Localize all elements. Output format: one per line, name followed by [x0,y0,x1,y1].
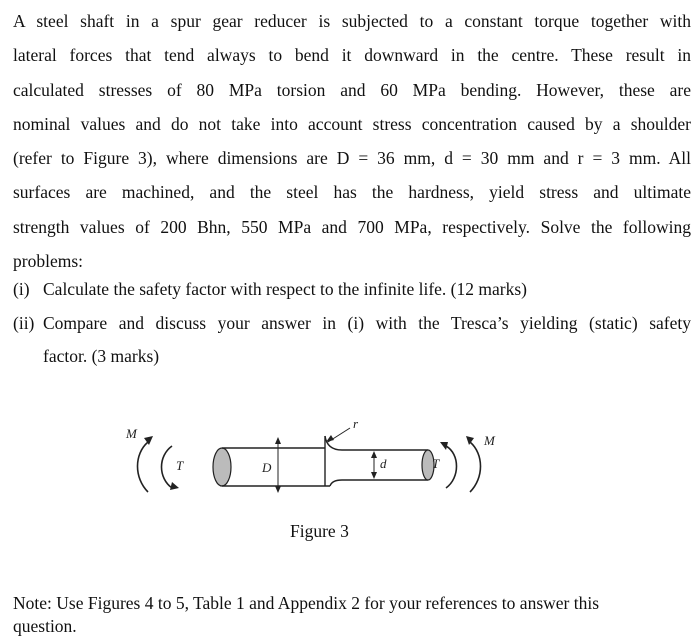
problem-line-3: calculated stresses of 80 MPa torsion and 60 MPa bending. However, these are [13,79,691,100]
note-line-1: Note: Use Figures 4 to 5, Table 1 and Appendix 2 for your references to answer this [13,593,600,613]
shaft-left-face [213,448,231,486]
figure-caption: Figure 3 [290,521,349,541]
dimension-arrow-d-small-top [371,451,377,458]
torque-arrow-left [162,446,173,488]
large-diameter-label: D [262,460,272,475]
dimension-arrow-d-large-top [275,437,281,444]
problem-line-4: nominal values and do not take into account stress concentration caused by a shoulder [13,113,691,134]
question-marker-1: (i) [13,279,30,299]
question-marker-2: (ii) [13,313,35,333]
problem-line-7: strength values of 200 Bhn, 550 MPa and 700 MPa, respectively. Solve the following [13,216,691,237]
moment-label-left: M [126,426,137,441]
question-item-2 [13,313,691,334]
question-text-2: Compare and discuss your answer in (i) with the Tresca’s yielding (static) safety [43,313,691,333]
fillet-lower [330,480,342,486]
torque-arrow-right [446,446,457,488]
fillet-leader-arrow [326,435,334,442]
problem-line-8: problems: [13,251,83,272]
torque-arrowhead-right [440,442,448,450]
shaft-figure [120,420,520,510]
problem-line-6: surfaces are machined, and the steel has the hardness, yield stress and ultimate [13,182,691,203]
small-diameter-label: d [380,456,387,471]
problem-line-2: lateral forces that tend always to bend it downward in the centre. These result in [13,45,691,66]
torque-label-left: T [176,458,184,473]
fillet-radius-label: r [353,420,359,431]
dimension-arrow-d-large-bottom [275,486,281,493]
moment-arrow-left [138,442,149,492]
moment-label-right: M [484,433,495,448]
torque-arrowhead-left [170,482,179,490]
question-text-2-continuation: factor. (3 marks) [43,346,160,366]
torque-label-right: T [432,456,440,471]
problem-line-5: (refer to Figure 3), where dimensions are D = 36 mm, d = 30 mm and r = 3 mm. All [13,148,691,169]
question-text-1: Calculate the safety factor with respect to the infinite life. (12 marks) [43,279,527,299]
moment-arrow-right [470,442,481,492]
problem-line-1: A steel shaft in a spur gear reducer is subjected to a constant torque together with [13,11,691,31]
note [13,592,691,638]
note-line-2: question. [13,616,77,636]
question-item-1 [13,279,527,300]
problem-statement [13,4,691,278]
dimension-arrow-d-small-bottom [371,472,377,479]
